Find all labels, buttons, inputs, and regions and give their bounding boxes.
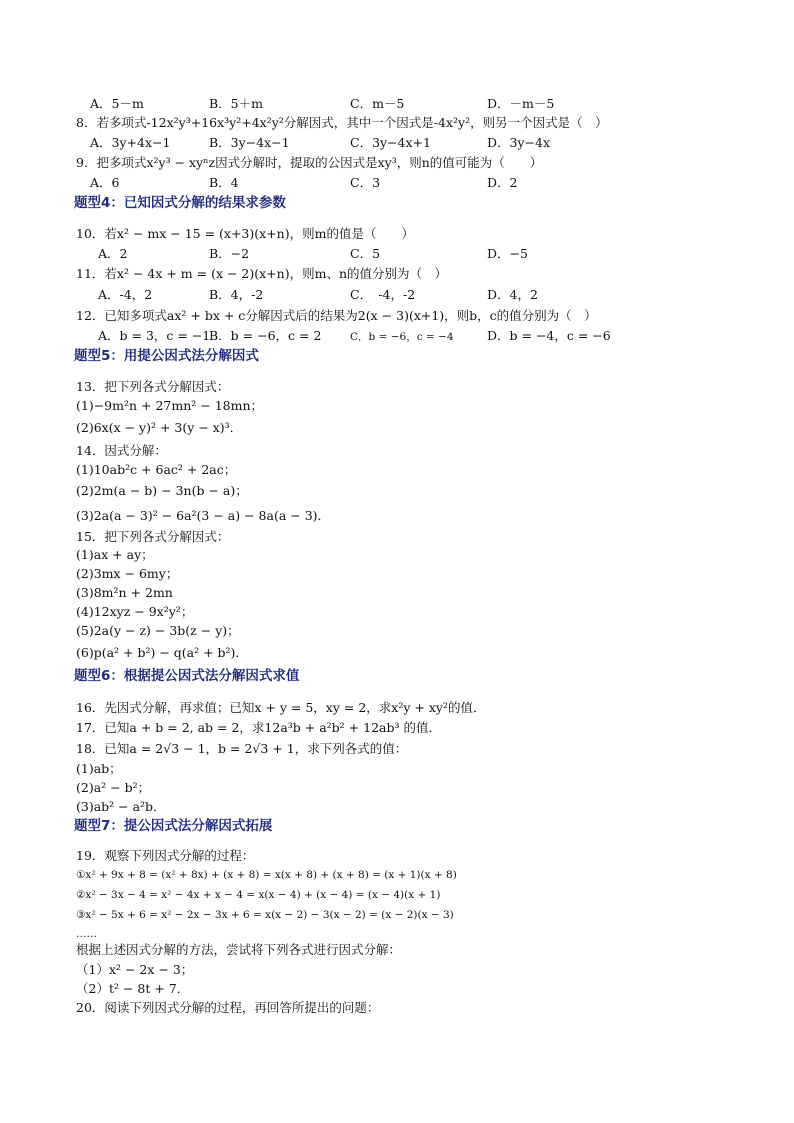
q19-step-3: ③x² − 5x + 6 = x² − 2x − 3x + 6 = x(x − 2) − 3(x − 2) = (x − 2)(x − 3) <box>76 909 454 921</box>
q15-item-5: (5)2a(y − z) − 3b(z − y)； <box>76 623 240 638</box>
section-heading-7: 题型7：提公因式法分解因式拓展 <box>74 818 273 834</box>
q13-item-2: (2)6x(x − y)² + 3(y − x)³． <box>76 420 243 435</box>
q15-stem: 15．把下列各式分解因式： <box>76 529 230 544</box>
q16-text: 16．先因式分解，再求值；已知x + y = 5，xy = 2，求x²y + xy²的值． <box>76 700 486 715</box>
q19-item-2: （2）t² − 8t + 7． <box>76 981 190 996</box>
q12-option-d: D．b = −4，c = −6 <box>487 328 611 343</box>
section-heading-6: 题型6：根据提公因式法分解因式求值 <box>74 668 300 684</box>
q9-option-d: D．2 <box>487 175 518 190</box>
q14-item-1: (1)10ab²c + 6ac² + 2ac； <box>76 462 237 477</box>
q15-item-6: (6)p(a² + b²) − q(a² + b²)． <box>76 645 248 660</box>
q15-item-1: (1)ax + ay； <box>76 547 154 562</box>
q19-ellipsis: …… <box>76 928 97 940</box>
q18-item-2: (2)a² − b²； <box>76 780 151 795</box>
section-heading-4: 题型4：已知因式分解的结果求参数 <box>74 195 286 211</box>
q13-stem: 13．把下列各式分解因式： <box>76 379 230 394</box>
q8-option-a: A．3y+4x−1 <box>90 135 171 150</box>
q15-item-3: (3)8m²n + 2mn <box>76 585 173 600</box>
q11-option-a: A．-4，2 <box>98 287 153 302</box>
q9-option-b: B．4 <box>209 175 239 190</box>
q18-stem: 18．已知a = 2√3 − 1，b = 2√3 + 1，求下列各式的值： <box>76 741 408 756</box>
q7-option-c: C．m－5 <box>350 96 405 111</box>
q15-item-2: (2)3mx − 6my； <box>76 566 179 581</box>
q13-item-1: (1)−9m²n + 27mn² − 18mn； <box>76 398 264 413</box>
q18-item-3: (3)ab² − a²b． <box>76 799 166 814</box>
q8-option-d: D．3y−4x <box>487 135 551 150</box>
q19-item-1: （1）x² − 2x − 3； <box>76 962 194 977</box>
q8-option-b: B．3y−4x−1 <box>209 135 290 150</box>
q9-stem: 9．把多项式x²y³ − xyⁿz因式分解时，提取的公因式是xy³，则n的值可能为（ ） <box>76 155 543 170</box>
q7-option-b: B．5＋m <box>209 96 263 111</box>
q19-prompt: 根据上述因式分解的方法，尝试将下列各式进行因式分解： <box>76 942 402 957</box>
section-heading-5: 题型5：用提公因式法分解因式 <box>74 348 259 364</box>
q9-option-c: C．3 <box>350 175 381 190</box>
q7-option-a: A．5－m <box>90 96 144 111</box>
q8-stem: 8．若多项式-12x²y³+16x³y²+4x²y²分解因式，其中一个因式是-4x²y²，则另一个因式是（ ） <box>76 115 608 130</box>
q20-text: 20．阅读下列因式分解的过程，再回答所提出的问题： <box>76 1000 380 1015</box>
q15-item-4: (4)12xyz − 9x²y²； <box>76 604 194 619</box>
q10-stem: 10．若x² − mx − 15 = (x+3)(x+n)，则m的值是（ ） <box>76 226 414 241</box>
q14-item-2: (2)2m(a − b) − 3n(b − a)； <box>76 483 248 498</box>
q12-option-c: C．b = −6，c = −4 <box>350 331 454 343</box>
q17-text: 17．已知a + b = 2, ab = 2，求12a³b + a²b² + 12ab³ 的值． <box>76 720 441 735</box>
q19-stem: 19．观察下列因式分解的过程： <box>76 848 255 863</box>
q10-option-c: C．5 <box>350 246 381 261</box>
q11-option-c: C． -4，-2 <box>350 287 416 302</box>
q7-option-d: D．－m－5 <box>487 96 555 111</box>
q10-option-d: D．−5 <box>487 246 528 261</box>
q12-option-a: A．b = 3，c = −1 <box>98 328 211 343</box>
q19-step-1: ①x² + 9x + 8 = (x² + 8x) + (x + 8) = x(x + 8) + (x + 8) = (x + 1)(x + 8) <box>76 869 457 881</box>
q18-item-1: (1)ab； <box>76 761 122 776</box>
q10-option-a: A．2 <box>98 246 128 261</box>
q11-option-d: D．4，2 <box>487 287 538 302</box>
q8-option-c: C．3y−4x+1 <box>350 135 431 150</box>
q14-item-3: (3)2a(a − 3)² − 6a²(3 − a) − 8a(a − 3)． <box>76 508 331 523</box>
q11-stem: 11．若x² − 4x + m = (x − 2)(x+n)，则m、n的值分别为（ ） <box>76 266 447 281</box>
q14-stem: 14．因式分解： <box>76 443 167 458</box>
q10-option-b: B．−2 <box>209 246 250 261</box>
q9-option-a: A．6 <box>90 175 120 190</box>
q11-option-b: B．4，-2 <box>209 287 264 302</box>
q19-step-2: ②x² − 3x − 4 = x² − 4x + x − 4 = x(x − 4) + (x − 4) = (x − 4)(x + 1) <box>76 889 441 901</box>
q12-stem: 12．已知多项式ax² + bx + c分解因式后的结果为2(x − 3)(x+1)，则b，c的值分别为（ ） <box>76 308 597 323</box>
q12-option-b: B．b = −6，c = 2 <box>209 328 322 343</box>
